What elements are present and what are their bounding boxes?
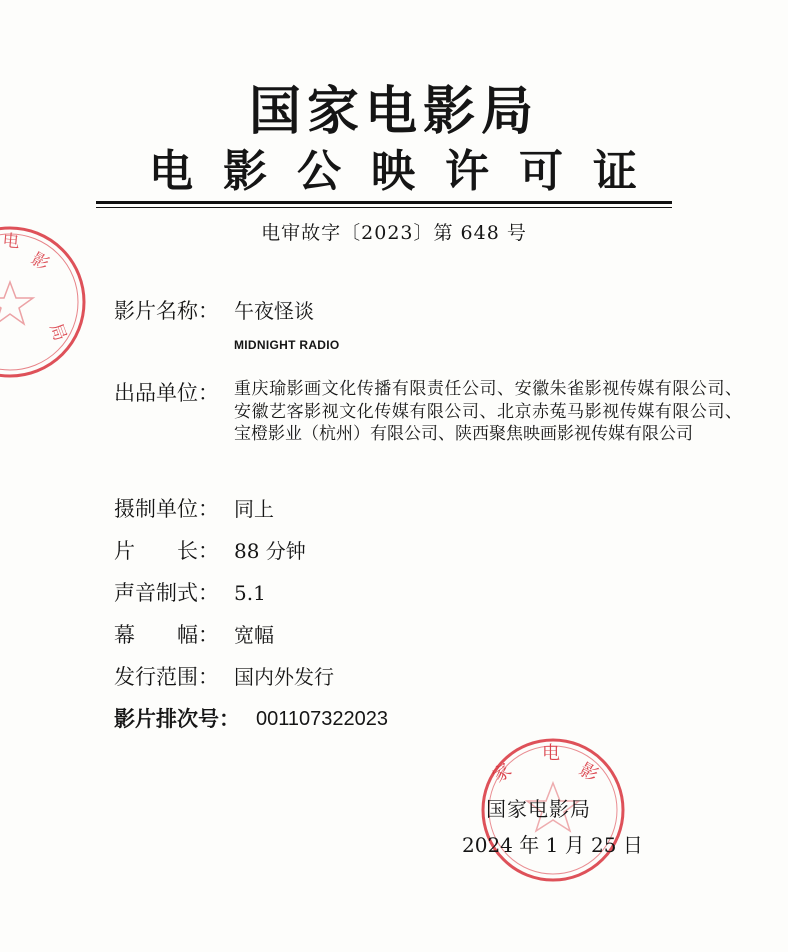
svg-text:局: 局 — [45, 320, 70, 344]
svg-text:影: 影 — [27, 249, 53, 275]
film-title-value: 午夜怪谈 — [234, 299, 314, 323]
svg-text:电: 电 — [1, 231, 21, 253]
screen-value: 宽幅 — [234, 623, 274, 647]
svg-text:影: 影 — [575, 759, 602, 787]
distribution-value: 国内外发行 — [234, 665, 334, 689]
length-label: 片 长： — [114, 539, 219, 563]
serial-label: 影片排次号： — [114, 707, 240, 731]
authority-title: 国家电影局 — [248, 82, 539, 142]
length-value: 88 分钟 — [234, 539, 306, 563]
producers-label: 出品单位： — [114, 381, 219, 405]
film-title-label: 影片名称： — [114, 299, 219, 323]
issue-date: 2024 年 1 月 25 日 — [462, 833, 643, 857]
title-rule-thick — [96, 201, 672, 204]
title-rule-thin — [96, 207, 672, 208]
svg-text:电: 电 — [542, 743, 560, 764]
distribution-label: 发行范围： — [114, 665, 219, 689]
sound-label: 声音制式： — [114, 581, 219, 605]
filming-unit-value: 同上 — [234, 497, 274, 521]
official-seal-left — [0, 222, 90, 382]
serial-value: 001107322023 — [256, 708, 388, 730]
screen-label: 幕 幅： — [114, 623, 219, 647]
sound-value: 5.1 — [234, 581, 266, 605]
issuer-signature: 国家电影局 — [486, 797, 591, 821]
film-title-english: MIDNIGHT RADIO — [234, 338, 340, 352]
certificate-title: 电影公映许可证 — [149, 146, 667, 197]
filming-unit-label: 摄制单位： — [114, 497, 219, 521]
svg-text:家: 家 — [488, 759, 516, 788]
document-number: 电审故字〔2023〕第 648 号 — [261, 222, 527, 244]
producers-value: 重庆瑜影画文化传播有限责任公司、安徽朱雀影视传媒有限公司、安徽艺客影视文化传媒有限公司、北京赤菟马影视传媒有限公司、宝橙影业（杭州）有限公司、陕西聚焦映画影视传媒有限公司 — [234, 379, 742, 444]
